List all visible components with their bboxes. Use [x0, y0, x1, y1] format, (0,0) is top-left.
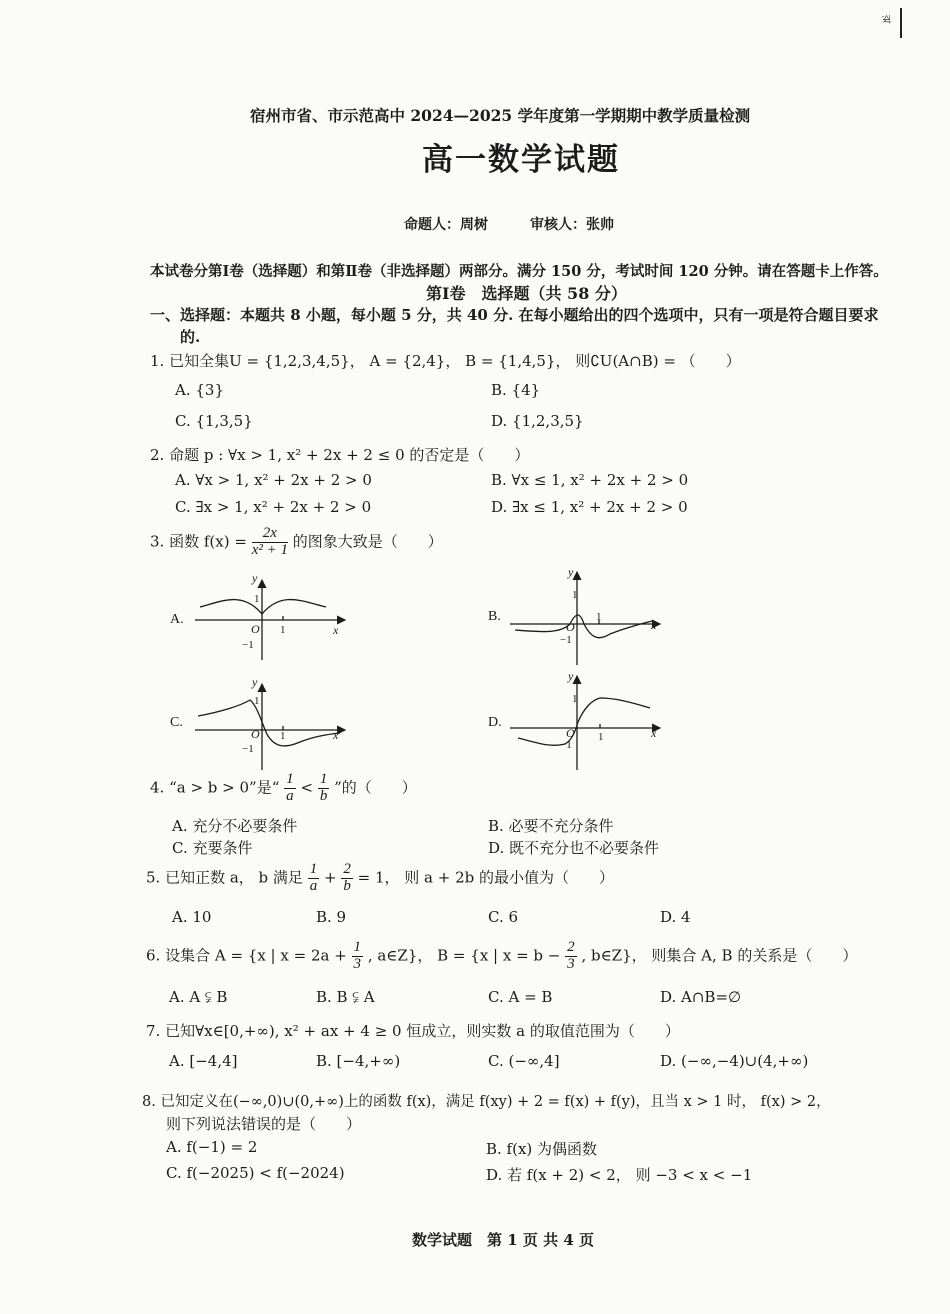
page-title: 高一数学试题	[422, 142, 620, 178]
graph-c-one-y: 1	[254, 695, 260, 707]
q3-fraction	[252, 526, 288, 559]
authors-line: 命题人：周树 审核人：张帅	[404, 217, 614, 233]
graph-c-y-label: y	[252, 675, 258, 689]
graph-b-origin: O	[566, 620, 575, 634]
q7-option-b: B. [−4,+∞)	[316, 1052, 401, 1070]
q5-frac2-num: 2	[343, 861, 351, 877]
graph-c-minus-one: −1	[242, 743, 254, 755]
q3-frac-den: x² + 1	[251, 541, 288, 558]
q4-stem-suffix: ”的（ ）	[334, 778, 417, 797]
q6-frac1-den: 3	[353, 955, 362, 972]
graph-a-y-label: y	[252, 571, 258, 585]
graph-c-origin: O	[251, 727, 260, 741]
q4-option-c: C. 充要条件	[172, 839, 253, 857]
q7-option-c: C. (−∞,4]	[488, 1052, 560, 1070]
q5-stem-prefix: 5. 已知正数 a， b 满足	[146, 868, 303, 887]
q6-stem	[146, 940, 857, 973]
q1-option-c: C. {1,3,5}	[175, 412, 253, 430]
q2-option-d: D. ∃x ≤ 1, x² + 2x + 2 > 0	[491, 498, 688, 516]
q8-option-c: C. f(−2025) < f(−2024)	[166, 1164, 345, 1182]
q4-option-d: D. 既不充分也不必要条件	[488, 839, 660, 857]
q5-option-d: D. 4	[660, 908, 691, 926]
q8-option-a: A. f(−1) = 2	[166, 1138, 258, 1156]
q6-frac1-num: 1	[353, 939, 362, 955]
graph-d-letter: D.	[488, 715, 502, 730]
section-heading-line2: 的.	[180, 328, 201, 346]
graph-b-letter: B.	[488, 609, 501, 624]
q8-stem-line2: 则下列说法错误的是（ ）	[166, 1115, 362, 1133]
graph-b-x-label: x	[651, 618, 657, 632]
q5-frac2-den: b	[343, 877, 351, 894]
q1-option-a: A. {3}	[175, 381, 224, 399]
graph-b-one-y: 1	[572, 589, 578, 601]
q2-option-a: A. ∀x > 1, x² + 2x + 2 > 0	[175, 471, 372, 489]
q4-frac2-num: 1	[319, 771, 328, 787]
q6-option-b: B. B ⫋ A	[316, 988, 375, 1006]
q3-graphs	[0, 560, 950, 790]
q6-fraction-2	[565, 940, 577, 973]
q6-option-a: A. A ⫋ B	[169, 988, 228, 1006]
q5-fraction-2	[341, 862, 353, 895]
q2-option-b: B. ∀x ≤ 1, x² + 2x + 2 > 0	[491, 471, 689, 489]
school-line: 宿州市省、市示范高中 2024—2025 学年度第一学期期中教学质量检测	[250, 106, 751, 125]
q4-stem	[150, 772, 417, 805]
graph-a-curve	[200, 600, 326, 614]
q1-stem: 1. 已知全集U = {1,2,3,4,5}， A = {2,4}， B = {1,4,5}， 则∁U(A∩B) = （ ）	[150, 352, 741, 370]
q3-stem	[150, 526, 443, 559]
graph-d-origin: O	[566, 726, 575, 740]
q5-option-a: A. 10	[172, 908, 212, 926]
graph-d-one-y: 1	[572, 693, 578, 705]
section-heading-line1: 一、选择题：本题共 8 小题，每小题 5 分，共 40 分. 在每小题给出的四个选项中，只有一项是符合题目要求	[150, 306, 879, 324]
q4-option-a: A. 充分不必要条件	[172, 817, 298, 835]
q6-stem-mid: , a∈Z}， B = {x | x = b −	[367, 946, 561, 965]
graph-b-curve	[515, 615, 652, 638]
q6-fraction-1	[352, 940, 364, 973]
q8-stem-line1: 8. 已知定义在(−∞,0)∪(0,+∞)上的函数 f(x)，满足 f(xy) + 2 = f(x) + f(y)，且当 x > 1 时， f(x) > 2，	[142, 1094, 831, 1110]
graph-c-letter: C.	[170, 715, 183, 730]
q1-option-b: B. {4}	[491, 381, 541, 399]
graph-b-one-x: 1	[596, 611, 602, 623]
q7-option-a: A. [−4,4]	[169, 1052, 238, 1070]
volume-title: 第Ⅰ卷 选择题（共 58 分）	[426, 284, 627, 303]
q6-option-c: C. A = B	[488, 988, 553, 1006]
graph-d	[488, 669, 660, 770]
q4-option-b: B. 必要不充分条件	[488, 817, 614, 835]
graph-c-curve	[198, 700, 340, 746]
q5-fraction-1	[308, 862, 320, 895]
q5-plus: +	[324, 868, 337, 887]
graph-a-x-label: x	[333, 623, 339, 637]
q8-option-b: B. f(x) 为偶函数	[486, 1140, 598, 1158]
q7-stem: 7. 已知∀x∈[0,+∞), x² + ax + 4 ≥ 0 恒成立，则实数 a 的取值范围为（ ）	[146, 1022, 680, 1040]
q3-frac-num: 2x	[252, 526, 288, 543]
q3-stem-prefix: 3. 函数 f(x) =	[150, 532, 247, 551]
q4-frac1-num: 1	[286, 771, 294, 787]
q2-option-c: C. ∃x > 1, x² + 2x + 2 > 0	[175, 498, 372, 516]
graph-c-x-label: x	[333, 728, 339, 742]
graph-a-origin: O	[251, 622, 260, 636]
q6-option-d: D. A∩B=∅	[660, 988, 742, 1006]
graph-d-minus-one: −1	[560, 739, 572, 751]
q6-stem-suffix: , b∈Z}， 则集合 A, B 的关系是（ ）	[581, 946, 858, 965]
q4-stem-prefix: 4. “a > b > 0”是“	[150, 778, 280, 797]
q7-option-d: D. (−∞,−4)∪(4,+∞)	[660, 1052, 809, 1070]
q4-lt: <	[300, 778, 314, 797]
graph-d-y-label: y	[568, 669, 574, 683]
graph-d-curve	[518, 698, 650, 745]
q4-frac1-den: a	[286, 787, 294, 804]
graph-b	[488, 565, 660, 665]
q6-stem-prefix: 6. 设集合 A = {x | x = 2a +	[146, 946, 347, 965]
graph-d-x-label: x	[651, 726, 657, 740]
q4-fraction-1	[284, 772, 296, 805]
q4-frac2-den: b	[319, 787, 328, 804]
graph-c-one-x: 1	[280, 730, 286, 742]
graph-b-y-label: y	[568, 565, 574, 579]
q5-frac1-num: 1	[309, 861, 318, 877]
q5-option-b: B. 9	[316, 908, 347, 926]
q4-fraction-2	[318, 772, 330, 805]
graph-a	[170, 571, 345, 660]
q8-option-d: D. 若 f(x + 2) < 2， 则 −3 < x < −1	[486, 1166, 753, 1184]
q1-option-d: D. {1,2,3,5}	[491, 412, 584, 430]
page-footer: 数学试题 第 1 页 共 4 页	[412, 1231, 594, 1249]
q5-stem	[146, 862, 614, 895]
graph-d-one-x: 1	[598, 731, 604, 743]
corner-mark-text: ঝ়	[880, 14, 893, 23]
q6-frac2-den: 3	[567, 955, 575, 972]
graph-a-letter: A.	[170, 612, 184, 627]
graph-b-minus-one: −1	[560, 634, 572, 646]
graph-c	[170, 675, 345, 770]
instructions: 本试卷分第Ⅰ卷（选择题）和第Ⅱ卷（非选择题）两部分。满分 150 分，考试时间 120 分钟。请在答题卡上作答。	[150, 263, 888, 280]
q6-frac2-num: 2	[567, 939, 575, 955]
q2-stem: 2. 命题 p : ∀x > 1, x² + 2x + 2 ≤ 0 的否定是（ ）	[150, 446, 530, 464]
q3-stem-suffix: 的图象大致是（ ）	[292, 532, 443, 551]
q5-stem-suffix: = 1， 则 a + 2b 的最小值为（ ）	[357, 868, 615, 887]
q5-option-c: C. 6	[488, 908, 519, 926]
graph-a-minus-one: −1	[242, 639, 254, 651]
graph-a-one-x: 1	[280, 624, 286, 636]
corner-mark	[876, 8, 902, 38]
graph-a-one-y: 1	[254, 593, 260, 605]
q5-frac1-den: a	[309, 877, 318, 894]
